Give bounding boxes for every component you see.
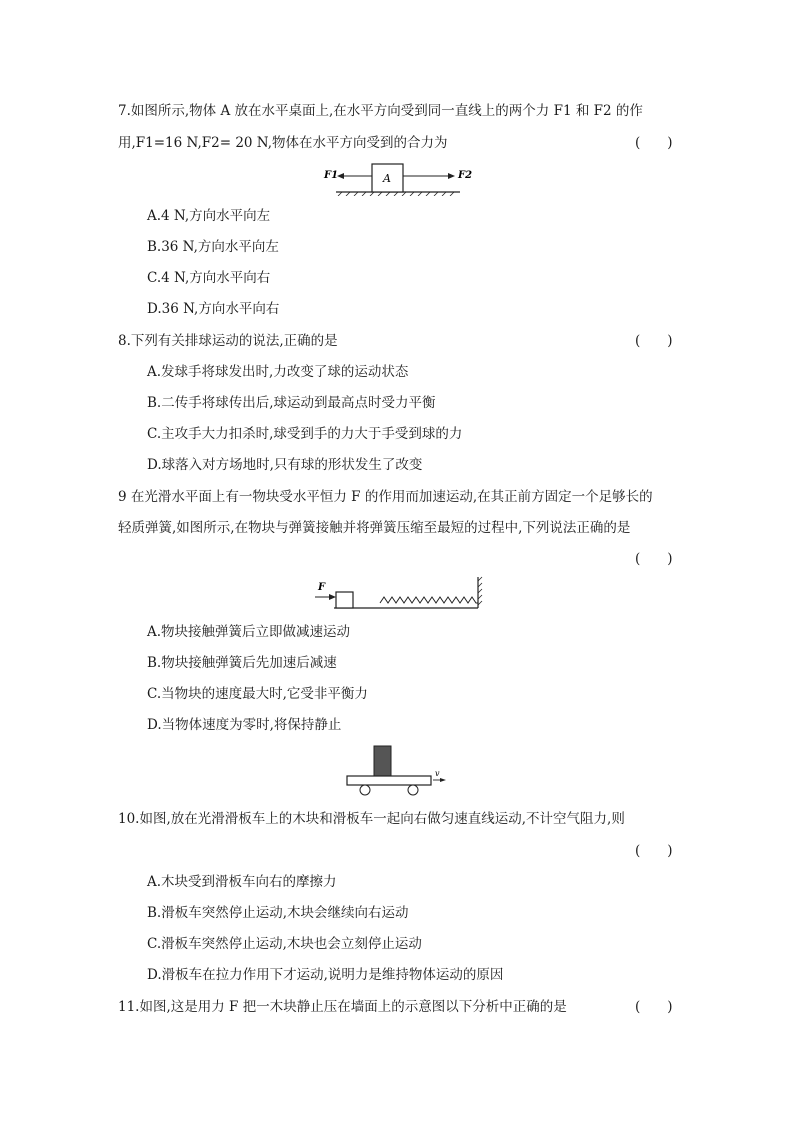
q9-option-c: C.当物块的速度最大时,它受非平衡力 <box>147 686 368 702</box>
q10-skateboard-diagram <box>343 743 449 799</box>
q9-option-b: B.物块接触弹簧后先加速后减速 <box>147 655 337 671</box>
q9-option-d: D.当物体速度为零时,将保持静止 <box>147 717 342 733</box>
q10-velocity-arrowhead <box>440 778 446 782</box>
q9-option-a: A.物块接触弹簧后立即做减速运动 <box>147 624 351 640</box>
q7-answer-paren: ( ) <box>635 135 673 151</box>
q7-option-a: A.4 N,方向水平向左 <box>147 208 271 224</box>
q7-option-b: B.36 N,方向水平向左 <box>147 239 279 255</box>
q10-option-d: D.滑板车在拉力作用下才运动,说明力是维持物体运动的原因 <box>147 967 504 983</box>
q7-f1-label: F1 <box>324 170 339 181</box>
q8-option-a: A.发球手将球发出时,力改变了球的运动状态 <box>147 364 409 380</box>
q9-stem-line2: 轻质弹簧,如图所示,在物块与弹簧接触并将弹簧压缩至最短的过程中,下列说法正确的是 <box>118 520 631 536</box>
q8-option-d: D.球落入对方场地时,只有球的形状发生了改变 <box>147 457 423 473</box>
q9-force-arrowhead <box>329 594 336 600</box>
q10-wheel-left <box>360 785 370 795</box>
q8-stem: 8.下列有关排球运动的说法,正确的是 <box>118 333 338 349</box>
q7-force-diagram <box>320 160 480 196</box>
q10-answer-paren: ( ) <box>635 843 673 859</box>
q10-option-c: C.滑板车突然停止运动,木块也会立刻停止运动 <box>147 936 422 952</box>
q8-answer-paren: ( ) <box>635 333 673 349</box>
q10-stem: 10.如图,放在光滑滑板车上的木块和滑板车一起向右做匀速直线运动,不计空气阻力,则 <box>118 811 625 827</box>
q9-force-label: F <box>318 582 326 593</box>
q7-stem-line1: 7.如图所示,物体 A 放在水平桌面上,在水平方向受到同一直线上的两个力 F1 和 F2 的作 <box>118 103 643 119</box>
q10-velocity-label: v <box>435 769 440 778</box>
q9-stem-line1: 9 在光滑水平面上有一物块受水平恒力 F 的作用而加速运动,在其正前方固定一个足够长的 <box>118 489 653 505</box>
q8-option-c: C.主攻手大力扣杀时,球受到手的力大于手受到球的力 <box>147 426 463 442</box>
q7-table-hatching <box>338 192 454 196</box>
q11-stem: 11.如图,这是用力 F 把一木块静止压在墙面上的示意图以下分析中正确的是 <box>118 999 567 1015</box>
q9-wall-hatching <box>478 577 482 605</box>
q9-answer-paren: ( ) <box>635 551 673 567</box>
q7-right-arrowhead <box>448 173 455 179</box>
q10-wheel-right <box>408 785 418 795</box>
q10-option-a: A.木块受到滑板车向右的摩擦力 <box>147 874 337 890</box>
q8-option-b: B.二传手将球传出后,球运动到最高点时受力平衡 <box>147 395 436 411</box>
q7-option-d: D.36 N,方向水平向右 <box>147 301 280 317</box>
q7-stem-line2: 用,F1=16 N,F2= 20 N,物体在水平方向受到的合力为 <box>118 135 448 151</box>
q10-wood-block <box>374 746 391 776</box>
q9-block <box>336 592 353 608</box>
q7-option-c: C.4 N,方向水平向右 <box>147 270 271 286</box>
q9-spring <box>380 597 478 603</box>
q10-skateboard-deck <box>347 776 431 785</box>
q11-answer-paren: ( ) <box>635 999 673 1015</box>
q10-option-b: B.滑板车突然停止运动,木块会继续向右运动 <box>147 905 409 921</box>
q7-block-label: A <box>383 172 391 185</box>
q9-spring-diagram <box>312 575 484 615</box>
q7-f2-label: F2 <box>458 170 473 181</box>
